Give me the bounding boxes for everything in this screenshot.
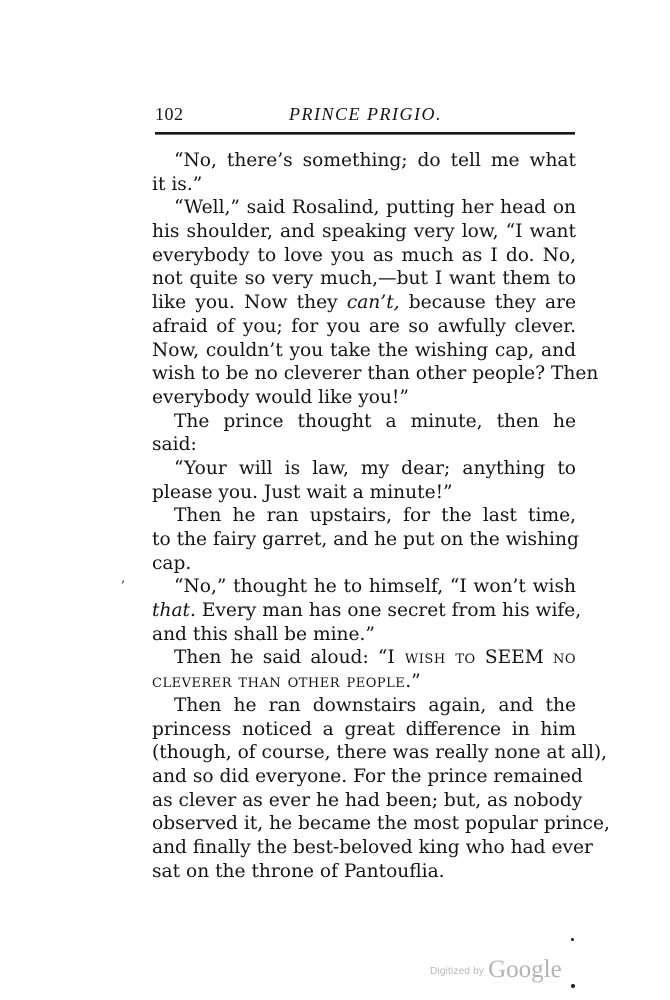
text-segment: “No,” thought he to himself, “I won’t wish: [174, 576, 576, 598]
page-header: [155, 104, 575, 128]
text-segment: afraid of you; for you are so awfully clever.: [152, 315, 576, 337]
small-caps-text: cleverer than other people: [152, 671, 406, 693]
text-line: [152, 528, 579, 552]
text-segment: Now, couldn’t you take the wishing cap, and: [152, 339, 576, 361]
text-segment: like you. Now they: [152, 292, 347, 314]
text-line: [152, 718, 576, 742]
text-line: [152, 599, 582, 623]
text-segment: everybody would like you!”: [152, 386, 409, 408]
text-line: [152, 860, 576, 884]
text-segment: please you. Just wait a minute!”: [152, 481, 453, 503]
text-segment: not quite so very much,—but I want them to: [152, 268, 576, 290]
text-line: [152, 812, 610, 836]
text-segment: cap.: [152, 552, 192, 574]
header-rule: [155, 132, 575, 134]
text-segment: SEEM: [475, 647, 553, 669]
text-segment: The prince thought a minute, then he: [174, 410, 576, 432]
text-line: [152, 646, 576, 670]
small-caps-text: no: [552, 647, 577, 669]
text-segment: and so did everyone. For the prince remained: [152, 765, 583, 787]
italic-text: that.: [152, 600, 196, 622]
text-line: [152, 410, 576, 434]
margin-mark: ‚: [121, 571, 126, 586]
text-segment: (though, of course, there was really none at all),: [152, 742, 608, 764]
text-segment: Then he said aloud: “: [174, 647, 388, 669]
text-line: [152, 741, 608, 765]
text-segment: to the fairy garret, and he put on the wishing: [152, 529, 579, 550]
google-logo: Google: [488, 956, 562, 983]
text-line: [152, 694, 576, 718]
text-segment: Then he ran upstairs, for the last time,: [174, 505, 576, 527]
text-line: [152, 244, 576, 268]
text-segment: and this shall be mine.”: [152, 623, 375, 645]
text-segment: because they are: [399, 292, 576, 314]
text-segment: said:: [152, 434, 197, 456]
text-segment: Then he ran downstairs again, and the: [174, 694, 576, 716]
text-line: [152, 623, 576, 647]
text-segment: everybody to love you as much as I do. No,: [152, 244, 576, 266]
text-line: [152, 173, 576, 197]
text-line: [152, 315, 576, 339]
running-title: PRINCE PRIGIO.: [289, 104, 442, 124]
body-text: [152, 149, 610, 883]
italic-text: can’t,: [346, 292, 400, 314]
watermark-prefix: Digitized by: [430, 966, 485, 977]
text-line: [152, 386, 576, 410]
page-speck: [571, 938, 574, 941]
text-line: [152, 362, 599, 386]
text-line: [152, 220, 576, 244]
text-line: [152, 433, 576, 457]
text-line: [152, 267, 576, 291]
text-segment: wish to be no cleverer than other people? Then: [152, 363, 599, 385]
text-segment: Every man has one secret from his wife,: [195, 600, 582, 622]
text-line: [152, 339, 576, 363]
text-line: [152, 481, 576, 505]
text-line: [152, 789, 583, 813]
text-line: [152, 504, 576, 528]
text-segment: it is.”: [152, 173, 203, 195]
text-segment: observed it, he became the most popular prince,: [152, 813, 610, 835]
text-line: [152, 291, 576, 315]
text-segment: as clever as ever he had been; but, as nobody: [152, 789, 583, 811]
text-line: [152, 670, 576, 694]
text-line: [152, 457, 576, 481]
text-line: [152, 836, 593, 860]
digitized-watermark: [430, 952, 562, 982]
small-caps-text: I wish to: [387, 647, 476, 669]
text-line: [152, 765, 583, 789]
text-segment: princess noticed a great difference in him: [152, 718, 576, 740]
page-speck: [571, 984, 575, 988]
text-line: [152, 196, 576, 220]
text-segment: .”: [405, 671, 421, 693]
text-line: [152, 149, 576, 173]
text-segment: sat on the throne of Pantouflia.: [152, 860, 445, 882]
text-segment: “Your will is law, my dear; anything to: [174, 457, 576, 479]
text-line: [152, 575, 576, 599]
text-segment: “Well,” said Rosalind, putting her head on: [174, 197, 576, 219]
text-segment: and finally the best-beloved king who had ever: [152, 836, 593, 858]
page-number: 102: [155, 104, 184, 124]
text-segment: his shoulder, and speaking very low, “I want: [152, 221, 576, 243]
text-line: [152, 552, 576, 576]
text-segment: “No, there’s something; do tell me what: [174, 150, 576, 171]
